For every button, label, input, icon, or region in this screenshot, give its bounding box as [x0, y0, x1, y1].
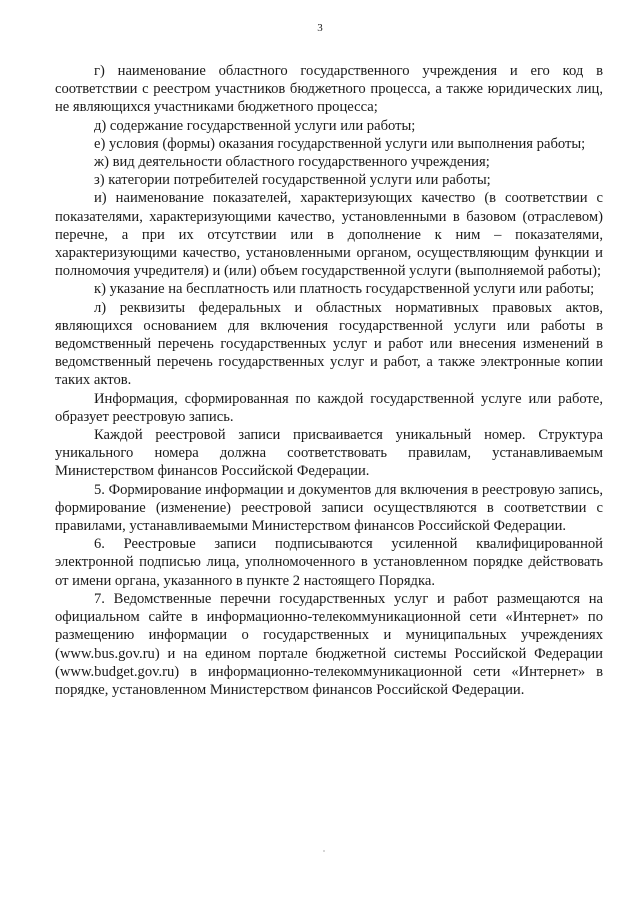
paragraph-item-z: з) категории потребителей государственной услуги или работы;	[94, 172, 491, 189]
paragraph-item-g: г) наименование областного государственного учреждения и его код в соответствии с реестром участников бюджетного процесса, а также юридических лиц, не являющихся участниками бюджетного процесса;	[55, 63, 603, 116]
document-body	[55, 62, 603, 699]
paragraph-item-l: л) реквизиты федеральных и областных нормативных правовых актов, являющихся основанием для включения государственной услуги или работы в ведомственный перечень государственных услуг и работ или внесения изменений в ведомственный перечень государственных услуг и работ, а также электронные копии таких актов.	[55, 299, 603, 389]
paragraph-item-e: е) условия (формы) оказания государственной услуги или выполнения работы;	[94, 135, 586, 152]
paragraph-registry-record: Информация, сформированная по каждой государственной услуге или работе, образует реестровую запись.	[55, 390, 603, 425]
paragraph-unique-number: Каждой реестровой записи присваивается уникальный номер. Структура уникального номера должна соответствовать правилам, устанавливаемым Министерством финансов Российской Федерации.	[55, 427, 603, 480]
paragraph-item-k: к) указание на бесплатность или платность государственной услуги или работы;	[94, 281, 595, 298]
paragraph-section-5: 5. Формирование информации и документов для включения в реестровую запись, формирование (изменение) реестровой записи осуществляются в соответствии с правилами, устанавливаемыми Министерством финансов Российской Федерации.	[55, 481, 603, 535]
paragraph-section-7: 7. Ведомственные перечни государственных услуг и работ размещаются на официальном сайте в информационно-телекоммуникационной сети «Интернет» по размещению информации о государственных и муниципальных учреждениях (www.bus.gov.ru) и на едином портале бюджетной системы Российской Федерации (www.budget.gov.ru) в информационно-телекоммуникационной сети «Интернет» в порядке, установленном Министерством финансов Российской Федерации.	[55, 590, 603, 698]
paragraph-section-6: 6. Реестровые записи подписываются усиленной квалифицированной электронной подписью лица, уполномоченного в установленном порядке действовать от имени органа, указанного в пункте 2 настоящего Порядка.	[55, 536, 603, 589]
scan-speck	[323, 850, 325, 852]
paragraph-item-d: д) содержание государственной услуги или работы;	[94, 117, 416, 134]
paragraph-item-zh: ж) вид деятельности областного государственного учреждения;	[94, 154, 490, 171]
page-number: 3	[317, 22, 323, 34]
paragraph-item-i: и) наименование показателей, характеризующих качество (в соответствии с показателями, характеризующими качество, установленными в базовом (отраслевом) перечне, а при их отсутствии или в дополнение к ним – показателями, характеризующими качество, установленными органом, осуществляющим функции и полномочия учредителя) и (или) объем государственной услуги (выполняемой работы);	[55, 190, 603, 280]
